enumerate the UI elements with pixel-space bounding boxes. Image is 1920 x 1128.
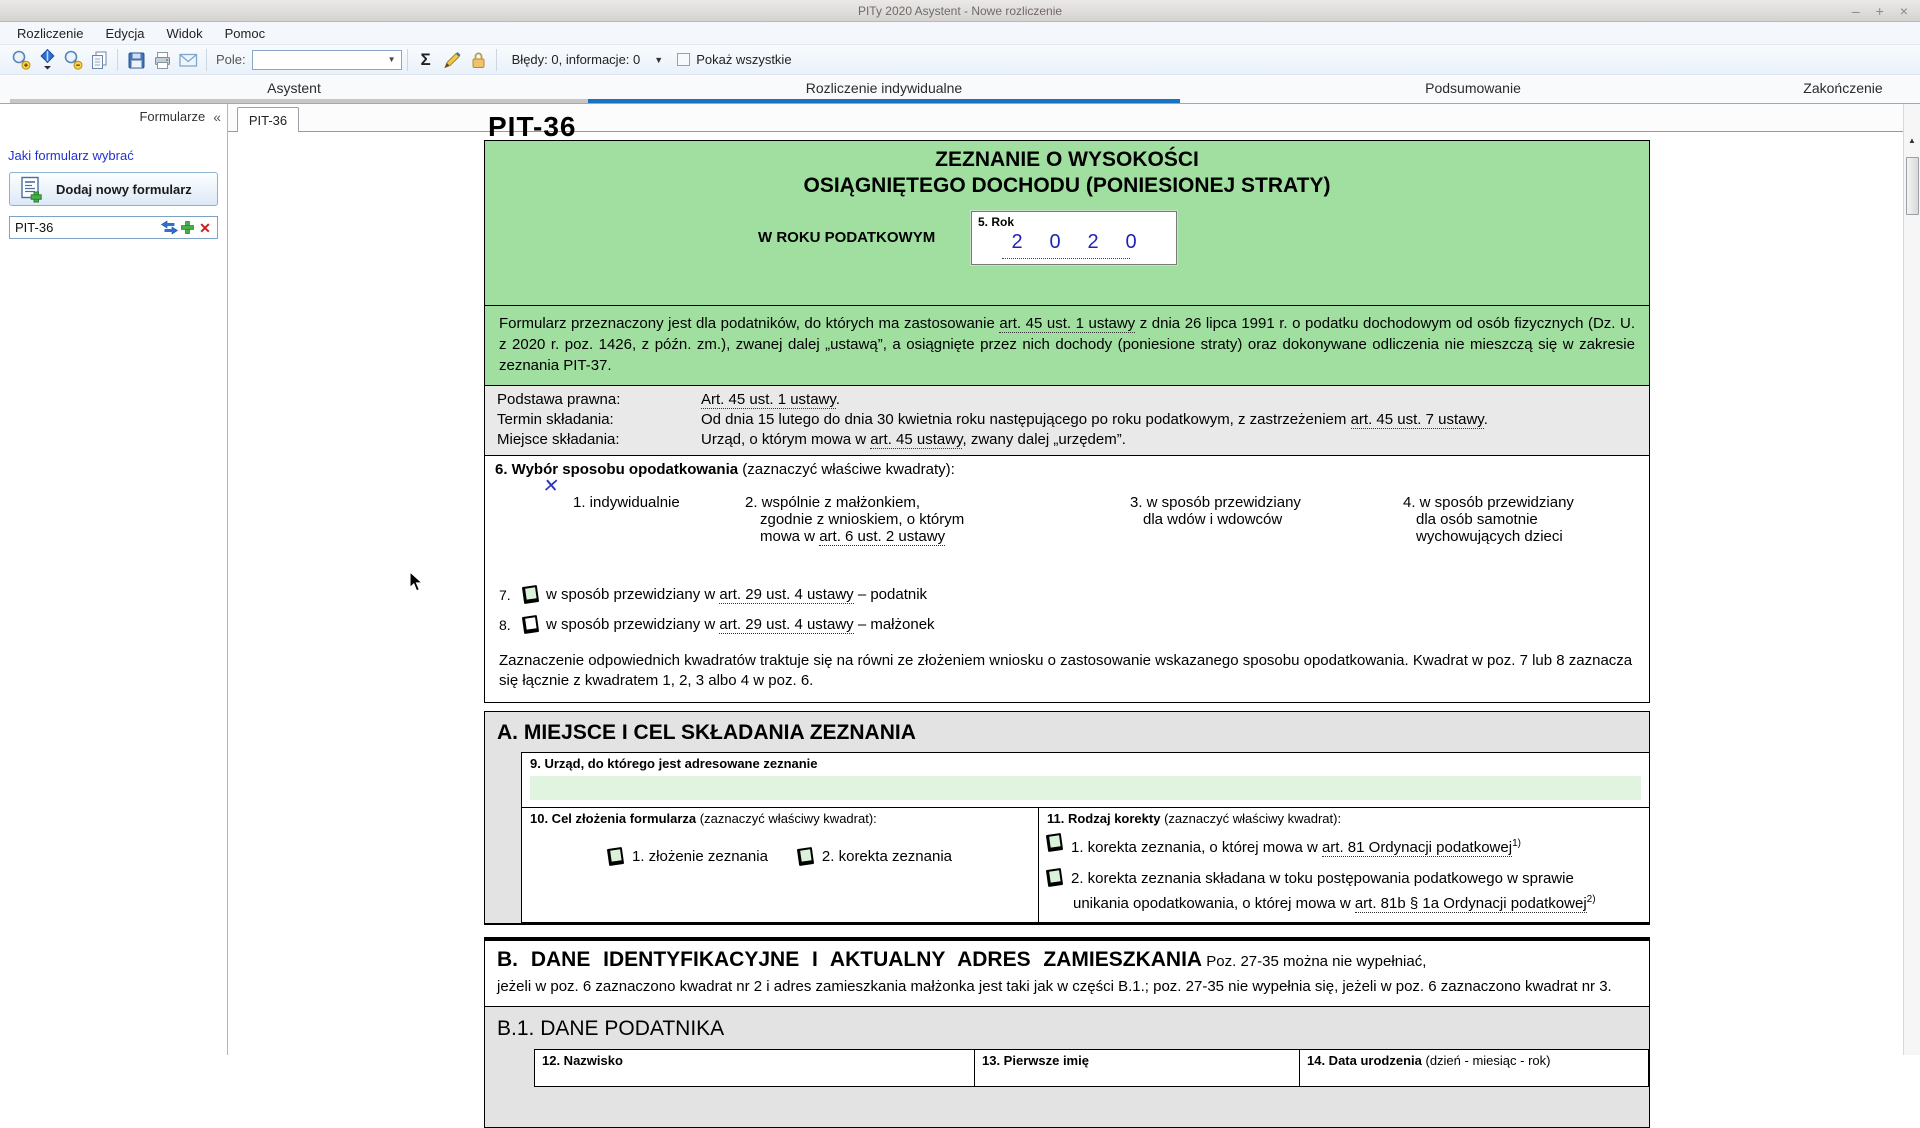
field-11-label: 11. Rodzaj korekty (zaznaczyć właściwy kwadrat): [1047,810,1342,826]
option-6-1[interactable]: 1. indywidualnie [573,494,680,511]
option-10-1[interactable]: 1. złożenie zeznania [608,848,768,865]
lock-icon[interactable] [465,47,491,73]
form-intro-text: Formularz przeznaczony jest dla podatników, do których ma zastosowanie art. 45 ust. 1 ustawy z dnia 26 lipca 1991 r. o podatku dochodowym od osób fizycznych (Dz. U. z 2020 r. poz. 1426, z późn. zm.), zwanej dalej „ustawą”, a osiągnięte przez nich dochody (poniesione straty) oraz dokonywane odliczenia nie mieszczą się w zakresie zeznania PIT-37. [499,315,1636,374]
scroll-up-icon[interactable]: ▲ [1908,135,1916,145]
year-row [485,199,1649,305]
form-canvas [228,111,1903,1068]
transfer-form-icon[interactable] [160,219,178,236]
sidebar-header [0,104,227,129]
toolbar [0,45,1920,75]
fields-10-11-row [521,807,1649,923]
law-reference: art. 81b § 1a Ordynacji podatkowej [1354,894,1587,912]
close-icon[interactable]: × [1899,3,1908,19]
pole-combobox[interactable] [252,50,402,70]
legal-row: Termin składania: Od dnia 15 lutego do dnia 30 kwietnia roku następującego po roku podatkowym, z zastrzeżeniem art. 45 ust. 7 ustawy. [497,411,1488,428]
zoom-in-icon[interactable] [8,47,34,73]
dotted-underline [1002,258,1130,259]
toolbar-separator [206,49,207,71]
show-all-checkbox[interactable] [677,53,690,66]
menu-rozliczenie[interactable]: Rozliczenie [17,25,84,41]
toolbar-separator [117,49,118,71]
maximize-icon[interactable]: + [1875,3,1884,19]
year-caption: W ROKU PODATKOWYM [758,229,936,246]
field-12-cell[interactable]: 12. Nazwisko [535,1050,975,1086]
checkbox-7[interactable] [522,585,539,604]
checkbox-8[interactable] [522,615,539,634]
section-6-block [484,455,1650,703]
delete-form-icon[interactable]: ✕ [199,219,211,236]
legal-basis-block [484,385,1650,456]
checkbox-10-1[interactable] [607,847,624,866]
form-item-label: PIT-36 [15,220,54,235]
section-6-note: Zaznaczenie odpowiednich kwadratów traktuje się na równi ze złożeniem wniosku o zastosowanie wskazanego sposobu opodatkowania. Kwadrat w poz. 7 lub 8 zaznacza się łącznie z kwadratem 1, 2, 3 albo 4 w poz. 6. [499,652,1633,690]
field-11-box [1038,807,1649,923]
section-a-inner [521,752,1649,923]
print-icon[interactable] [149,47,175,73]
field-5-rok[interactable] [971,211,1177,265]
taxpayer-table-header [534,1049,1649,1087]
toolbar-separator [407,49,408,71]
workspace [0,103,1920,1068]
section-b-block: B. DANE IDENTYFIKACYJNE I AKTUALNY ADRES ZAMIESZKANIA Poz. 27-35 można nie wypełniać, jeżeli w poz. 6 zaznaczono kwadrat nr 2 i adres zamieszkania małżonka jest taki jak w części B.1.; poz. 27-35 nie wypełnia się, jeżeli w poz. 6 zaznaczono kwadrat nr 3. [484,941,1650,1007]
sidebar-title: Formularze [139,109,206,124]
mail-icon[interactable] [175,47,201,73]
field-6-label: 6. Wybór sposobu opodatkowania (zaznaczyć właściwe kwadraty): [495,461,955,478]
mouse-cursor [409,571,424,593]
legal-row: Miejsce składania: Urząd, o którym mowa w art. 45 ustawy, zwany dalej „urzędem”. [497,431,1126,448]
option-10-2[interactable]: 2. korekta zeznania [798,848,952,865]
law-reference: art. 45 ustawy [870,431,963,448]
tab-rozliczenie-indywidualne[interactable]: Rozliczenie indywidualne [805,80,963,96]
law-reference: art. 29 ust. 4 ustawy [719,586,854,603]
menu-widok[interactable]: Widok [166,25,203,41]
field-8-row: 8. w sposób przewidziany w art. 29 ust. 4 ustawy – małżonek [499,616,935,633]
form-title-line1: ZEZNANIE O WYSOKOŚCI [935,148,1199,171]
forms-sidebar [0,104,228,1055]
checkbox-11-1[interactable] [1046,833,1063,852]
field-9-input[interactable] [530,776,1641,800]
add-form-button[interactable] [9,172,218,206]
option-11-2[interactable]: 2. korekta zeznania składana w toku postępowania podatkowego w sprawie [1039,869,1649,888]
toolbar-separator [496,49,497,71]
option-11-2-cont: unikania opodatkowania, o której mowa w art. 81b § 1a Ordynacji podatkowej$^{2)}$ [1073,893,1596,912]
law-reference: Art. 45 ust. 1 ustawy [701,391,836,408]
section-b-note: jeżeli w poz. 6 zaznaczono kwadrat nr 2 i adres zamieszkania małżonka jest taki jak w części B.1.; poz. 27-35 nie wypełnia się, jeżeli w poz. 6 zaznaczono kwadrat nr 3. [497,977,1612,995]
wizard-tab-row [0,75,1920,103]
form-logo-clipped: PIT-36 [488,111,577,142]
collapse-panel-icon[interactable]: « [213,108,221,125]
law-reference: art. 45 ust. 1 ustawy [999,315,1136,332]
chevron-down-icon[interactable]: ▼ [387,55,396,64]
navigate-field-icon[interactable] [34,47,60,73]
pole-label: Pole: [216,52,246,67]
section-a-block [484,711,1650,925]
field-5-label: 5. Rok [978,215,1015,229]
form-title-line2: OSIĄGNIĘTEGO DOCHODU (PONIESIONEJ STRATY) [803,174,1331,197]
document-tab-pit36[interactable]: PIT-36 [237,107,299,132]
form-intro-block [484,305,1650,386]
legal-row: Podstawa prawna: Art. 45 ust. 1 ustawy. [497,391,840,408]
minimize-icon[interactable]: – [1851,3,1860,19]
tab-asystent[interactable]: Asystent [267,80,321,96]
law-reference: art. 6 ust. 2 ustawy [819,528,946,545]
form-list-item-pit36[interactable] [9,216,218,239]
field-9-box [521,752,1649,808]
add-icon[interactable] [178,219,196,236]
checkbox-11-2[interactable] [1046,868,1063,887]
law-reference: art. 45 ust. 7 ustawy [1350,411,1484,428]
add-form-icon [18,175,46,203]
field-13-cell[interactable]: 13. Pierwsze imię [975,1050,1300,1086]
scrollbar-thumb[interactable] [1906,157,1919,215]
law-reference: art. 81 Ordynacji podatkowej [1321,838,1513,856]
option-6-3[interactable]: 3. w sposób przewidziany dla wdów i wdowców [1130,494,1301,528]
field-9-label: 9. Urząd, do którego jest adresowane zeznanie [530,755,818,771]
option-6-2[interactable]: 2. wspólnie z małżonkiem, zgodnie z wnioskiem, o którym mowa w art. 6 ust. 2 ustawy [745,494,965,545]
copy-icon[interactable] [86,47,112,73]
year-digits[interactable]: 2 0 2 0 [1011,231,1137,253]
sum-icon[interactable]: Σ [420,49,431,69]
pit36-form-page [484,111,1650,1128]
menu-pomoc[interactable]: Pomoc [224,25,266,41]
form-title-block [484,140,1650,306]
field-6-options [485,478,1649,570]
field-7-row: 7. w sposób przewidziany w art. 29 ust. 4 ustawy – podatnik [499,586,928,603]
option-11-1[interactable]: 1. korekta zeznania, o której mowa w art. 81 Ordynacji podatkowej$^{1)}$ [1039,834,1649,857]
errors-status: Błędy: 0, informacje: 0 [511,52,641,67]
section-b1-title: B.1. DANE PODATNIKA [497,1016,725,1040]
field-14-cell[interactable]: 14. Data urodzenia (dzień - miesiąc - rok) [1300,1050,1649,1086]
errors-dropdown-icon[interactable]: ▼ [654,54,664,65]
tab-podsumowanie[interactable]: Podsumowanie [1425,80,1521,96]
section-b-title: B. DANE IDENTYFIKACYJNE I AKTUALNY ADRES ZAMIESZKANIA [497,947,1203,971]
tab-zakonczenie[interactable]: Zakończenie [1803,80,1883,96]
field-10-label: 10. Cel złożenia formularza (zaznaczyć właściwy kwadrat): [530,810,877,826]
checkbox-10-2[interactable] [797,847,814,866]
choose-form-link[interactable]: Jaki formularz wybrać [8,148,134,163]
title-bar [0,0,1920,22]
window-title: PITy 2020 Asystent - Nowe rozliczenie [857,3,1063,18]
window-controls [1852,0,1908,22]
checked-x-mark[interactable]: ✕ [541,476,561,497]
section-a-title: A. MIEJSCE I CEL SKŁADANIA ZEZNANIA [497,720,916,744]
save-icon[interactable] [123,47,149,73]
option-6-4[interactable]: 4. w sposób przewidziany dla osób samotnie wychowujących dzieci [1403,494,1574,545]
show-all-label: Pokaż wszystkie [696,52,792,67]
document-area [228,104,1903,1068]
add-form-button-label: Dodaj nowy formularz [56,181,192,197]
edit-icon[interactable] [439,47,465,73]
field-10-box [521,807,1038,923]
menu-edycja[interactable]: Edycja [105,25,145,41]
zoom-out-icon[interactable] [60,47,86,73]
section-b1-block [484,1006,1650,1128]
menu-bar [0,22,1920,45]
vertical-scrollbar[interactable] [1903,104,1920,1055]
law-reference: art. 29 ust. 4 ustawy [719,616,854,633]
